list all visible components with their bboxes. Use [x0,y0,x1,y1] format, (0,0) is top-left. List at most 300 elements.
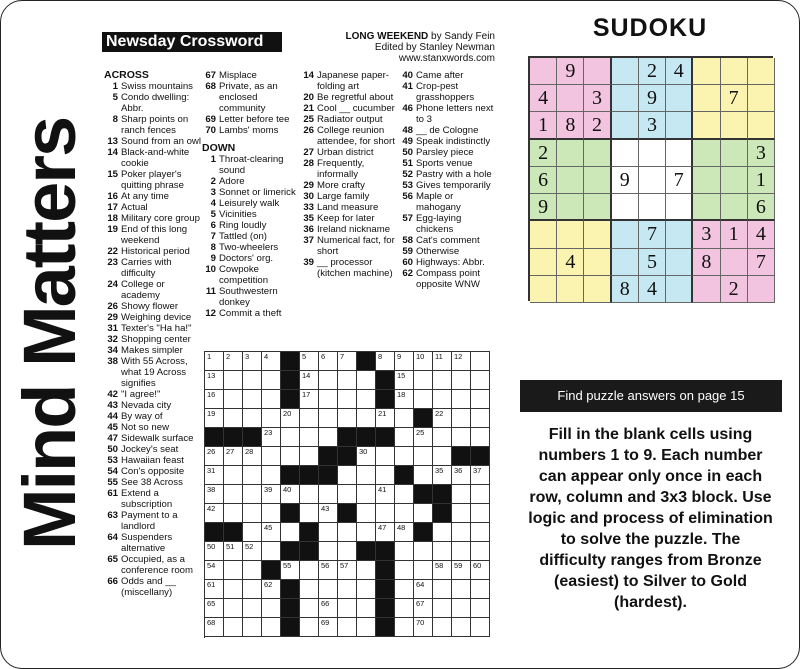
grid-cell: 42 [205,504,224,523]
grid-cell [281,428,300,447]
grid-cell [452,428,471,447]
grid-cell [224,485,243,504]
clue-text: More crafty [317,180,365,191]
clue-number: 56 [402,191,413,202]
clue-item [202,187,300,198]
clue-item [399,125,495,136]
sudoku-cell [557,194,584,221]
sudoku-cell [693,140,720,167]
sudoku-cell [584,249,611,276]
sudoku-cell: 7 [639,221,666,248]
clue-text: Urban district [317,147,374,158]
grid-black-square [262,561,281,580]
clue-number: 7 [210,231,216,242]
grid-cell: 4 [262,352,281,371]
clue-number: 44 [107,411,118,422]
grid-cell [357,523,376,542]
clue-number: 15 [107,169,118,180]
clue-number: 10 [205,264,216,275]
grid-cell [338,466,357,485]
grid-black-square [433,485,452,504]
clue-item [104,279,202,301]
clue-text: Shopping center [121,334,191,345]
grid-cell [433,523,452,542]
clue-text: Payment to a landlord [121,510,178,532]
clue-text: Crop-pest grasshoppers [416,81,475,103]
grid-cell [471,390,490,409]
grid-cell [319,523,338,542]
clue-item [202,125,300,136]
grid-cell: 54 [205,561,224,580]
grid-cell: 6 [319,352,338,371]
grid-cell: 31 [205,466,224,485]
clue-item [104,422,202,433]
sudoku-cell [530,249,557,276]
grid-cell: 22 [433,409,452,428]
clue-number: 20 [303,92,314,103]
clue-number: 39 [303,257,314,268]
byline-website: www.stanxwords.com [398,53,495,64]
sudoku-cell: 1 [530,112,557,139]
grid-black-square [376,542,395,561]
clue-item [300,92,398,103]
grid-cell: 70 [414,618,433,637]
clue-number: 54 [107,466,118,477]
sudoku-instructions: Fill in the blank cells using numbers 1 to 9. Each number can appear only once in each row, column and 3x3 block. Use logic and process of elimination to solve the puzzle. The difficulty ranges from Bronze (easiest) to Silver to Gold (hardest). [528,426,773,611]
clue-text: Hawaiian feast [121,455,184,466]
clue-item [202,209,300,220]
sudoku-cell: 6 [530,167,557,194]
grid-cell [262,447,281,466]
clue-text: Throat-clearing sound [219,154,284,176]
grid-cell [224,390,243,409]
clue-text: Be regretful about [317,92,394,103]
sudoku-cell [721,194,748,221]
clue-text: Sonnet or limerick [219,187,296,198]
clue-number: 24 [107,279,118,290]
sudoku-title: SUDOKU [592,14,708,42]
grid-cell [338,618,357,637]
grid-cell: 23 [262,428,281,447]
sudoku-grid [528,56,773,301]
clue-item [104,301,202,312]
clue-number: 14 [107,147,118,158]
clue-item [104,455,202,466]
grid-cell [357,561,376,580]
sudoku-cell: 9 [530,194,557,221]
grid-black-square [281,542,300,561]
clue-item [104,345,202,356]
grid-cell [338,390,357,409]
sudoku-cell: 2 [639,58,666,85]
grid-cell [243,390,262,409]
grid-cell [395,599,414,618]
clue-number: 41 [402,81,413,92]
grid-cell [414,561,433,580]
grid-cell [357,599,376,618]
clue-text: Sharp points on ranch fences [121,114,189,136]
clue-number: 53 [107,455,118,466]
clue-number: 38 [107,356,118,367]
clue-number: 21 [303,103,314,114]
sudoku-cell [693,85,720,112]
sudoku-cell [612,249,639,276]
clue-text: Carries with difficulty [121,257,172,279]
clue-number: 25 [303,114,314,125]
clue-item [104,323,202,334]
grid-cell [471,428,490,447]
grid-cell: 47 [376,523,395,542]
sudoku-cell: 3 [584,85,611,112]
clue-text: With 55 Across, what 19 Across signifies [121,356,188,389]
clue-item [104,92,202,114]
clue-column-3 [300,70,398,279]
sudoku-cell: 8 [612,276,639,303]
grid-black-square [281,504,300,523]
clue-item [399,158,495,169]
grid-cell: 58 [433,561,452,580]
clue-text: Lambs' moms [219,125,279,136]
grid-cell [300,599,319,618]
sudoku-cell: 2 [721,276,748,303]
clue-item [399,246,495,257]
grid-cell [281,523,300,542]
clue-number: 70 [205,125,216,136]
clue-text: Speak indistinctly [416,136,491,147]
clue-item [104,81,202,92]
clue-number: 64 [107,532,118,543]
grid-cell [243,504,262,523]
grid-cell [262,599,281,618]
sudoku-cell: 3 [639,112,666,139]
clue-number: 51 [402,158,413,169]
clue-item [104,477,202,488]
clue-item [202,176,300,187]
grid-cell: 11 [433,352,452,371]
clue-number: 1 [210,154,216,165]
clue-item [300,224,398,235]
mind-matters-side-title: Mind Matters [8,117,91,551]
byline-theme: LONG WEEKEND [345,31,429,42]
sudoku-cell [639,167,666,194]
clue-item [104,114,202,136]
sudoku-cell [693,112,720,139]
clue-text: Numerical fact, for short [317,235,395,257]
grid-black-square [376,599,395,618]
grid-cell [414,542,433,561]
clue-text: Suspenders alternative [121,532,173,554]
grid-cell [471,580,490,599]
clue-number: 63 [107,510,118,521]
clue-text: Nevada city [121,400,172,411]
clue-text: Maple or mahogany [416,191,461,213]
grid-cell [433,428,452,447]
sudoku-cell [639,140,666,167]
clue-column-1 [104,70,202,598]
clue-number: 48 [402,125,413,136]
grid-cell: 45 [262,523,281,542]
sudoku-cell: 6 [748,194,775,221]
clue-text: __ de Cologne [416,125,479,136]
sudoku-cell [612,112,639,139]
clue-number: 36 [303,224,314,235]
clue-number: 8 [112,114,118,125]
grid-cell: 37 [471,466,490,485]
clue-item [202,286,300,308]
clue-item [300,257,398,279]
grid-black-square [205,523,224,542]
clue-column-4 [399,70,495,290]
grid-cell: 14 [300,371,319,390]
grid-black-square [376,390,395,409]
grid-cell [357,409,376,428]
grid-cell [224,580,243,599]
grid-cell [300,580,319,599]
clue-number: 29 [303,180,314,191]
clue-number: 40 [402,70,413,81]
clue-number: 26 [303,125,314,136]
clue-item [104,488,202,510]
grid-cell [262,371,281,390]
grid-cell [471,599,490,618]
clue-number: 17 [107,202,118,213]
clue-text: Radiator output [317,114,383,125]
grid-cell [433,371,452,390]
grid-cell [452,580,471,599]
grid-black-square [433,504,452,523]
grid-cell [243,580,262,599]
grid-cell: 3 [243,352,262,371]
sudoku-cell [557,85,584,112]
clue-text: Jockey's seat [121,444,179,455]
grid-cell: 15 [395,371,414,390]
grid-cell [471,352,490,371]
clue-number: 43 [107,400,118,411]
grid-cell [243,466,262,485]
clue-item [300,70,398,92]
sudoku-cell: 5 [639,249,666,276]
grid-cell [300,447,319,466]
clue-number: 60 [402,257,413,268]
sudoku-cell [584,194,611,221]
clue-text: Swiss mountains [121,81,193,92]
clue-number: 18 [107,213,118,224]
sudoku-cell [721,249,748,276]
clue-text: Doctors' org. [219,253,274,264]
clue-text: Condo dwelling: Abbr. [121,92,190,114]
grid-cell [224,466,243,485]
clue-text: College or academy [121,279,165,301]
clue-number: 19 [107,224,118,235]
clue-item [399,268,495,290]
grid-cell [395,542,414,561]
clue-text: Sidewalk surface [121,433,194,444]
grid-cell [224,504,243,523]
clue-item [399,81,495,103]
clue-number: 8 [210,242,216,253]
clue-number: 47 [107,433,118,444]
clue-number: 50 [402,147,413,158]
grid-cell: 64 [414,580,433,599]
clue-number: 37 [303,235,314,246]
clue-item [104,510,202,532]
grid-black-square [376,618,395,637]
clue-number: 57 [402,213,413,224]
grid-cell [281,447,300,466]
grid-cell: 69 [319,618,338,637]
clue-text: Cool __ cucumber [317,103,395,114]
grid-cell [319,371,338,390]
grid-cell: 59 [452,561,471,580]
grid-cell [471,618,490,637]
clue-item [104,136,202,147]
answers-note: Find puzzle answers on page 15 [520,380,782,412]
clue-text: Egg-laying chickens [416,213,462,235]
grid-cell: 1 [205,352,224,371]
grid-cell [395,485,414,504]
grid-cell: 52 [243,542,262,561]
sudoku-cell: 9 [557,58,584,85]
sudoku-cell [748,58,775,85]
grid-cell [357,618,376,637]
grid-cell: 2 [224,352,243,371]
grid-black-square [376,428,395,447]
sudoku-cell: 9 [639,85,666,112]
clue-text: Two-wheelers [219,242,279,253]
grid-cell [452,485,471,504]
sudoku-cell: 9 [612,167,639,194]
clue-number: 28 [303,158,314,169]
grid-cell: 35 [433,466,452,485]
clue-number: 32 [107,334,118,345]
clue-item [202,114,300,125]
grid-cell [452,599,471,618]
grid-black-square [300,542,319,561]
grid-black-square [357,542,376,561]
clue-item [202,70,300,81]
clue-item [104,312,202,323]
sudoku-cell [612,140,639,167]
sudoku-cell [721,112,748,139]
clue-number: 12 [205,308,216,319]
grid-cell [300,485,319,504]
grid-cell: 5 [300,352,319,371]
sudoku-cell: 1 [721,221,748,248]
grid-cell [224,409,243,428]
clue-number: 4 [210,198,216,209]
grid-cell: 20 [281,409,300,428]
grid-cell: 30 [357,447,376,466]
grid-cell: 16 [205,390,224,409]
clue-item [202,242,300,253]
clue-item [300,125,398,147]
sudoku-cell [584,276,611,303]
grid-cell [338,485,357,504]
grid-cell [376,447,395,466]
grid-cell [433,580,452,599]
clue-text: Letter before tee [219,114,290,125]
clue-text: Misplace [219,70,257,81]
grid-cell [224,561,243,580]
grid-cell [471,523,490,542]
clue-text: Tattled (on) [219,231,267,242]
clue-item [104,433,202,444]
clue-text: Parsley piece [416,147,474,158]
clue-text: Extend a subscription [121,488,173,510]
grid-black-square [376,561,395,580]
grid-cell [300,504,319,523]
grid-cell [433,447,452,466]
grid-cell: 26 [205,447,224,466]
clue-item [399,213,495,235]
sudoku-cell [693,276,720,303]
grid-cell [376,504,395,523]
grid-black-square [281,599,300,618]
grid-cell [357,371,376,390]
clue-item [104,389,202,400]
grid-black-square [357,428,376,447]
grid-cell: 68 [205,618,224,637]
grid-cell [243,523,262,542]
grid-black-square [414,485,433,504]
sudoku-cell [666,85,693,112]
clue-item [300,180,398,191]
grid-black-square [338,447,357,466]
clue-item [104,356,202,389]
clue-number: 11 [205,286,216,297]
grid-cell: 40 [281,485,300,504]
grid-cell [471,542,490,561]
grid-cell [414,504,433,523]
sudoku-cell [584,221,611,248]
sudoku-cell: 7 [666,167,693,194]
clue-text: Con's opposite [121,466,185,477]
grid-cell [395,447,414,466]
grid-cell [224,599,243,618]
clue-item [300,191,398,202]
clue-item [104,554,202,576]
clue-number: 29 [107,312,118,323]
sudoku-cell: 7 [748,249,775,276]
grid-black-square [357,352,376,371]
grid-cell [414,466,433,485]
grid-black-square [281,371,300,390]
sudoku-cell [557,167,584,194]
clue-number: 33 [303,202,314,213]
clue-number: 65 [107,554,118,565]
clue-text: College reunion attendee, for short [317,125,395,147]
grid-cell: 50 [205,542,224,561]
grid-cell [262,504,281,523]
clue-number: 26 [107,301,118,312]
grid-cell [395,561,414,580]
clue-number: 69 [205,114,216,125]
sudoku-cell [612,221,639,248]
clue-text: Cowpoke competition [219,264,269,286]
clue-text: Showy flower [121,301,179,312]
sudoku-cell [693,194,720,221]
grid-cell [471,409,490,428]
clue-number: 59 [402,246,413,257]
sudoku-cell [693,58,720,85]
grid-cell [414,371,433,390]
grid-cell [338,409,357,428]
grid-cell [471,485,490,504]
clue-number: 45 [107,422,118,433]
grid-black-square [338,504,357,523]
grid-cell [395,504,414,523]
sudoku-cell [584,167,611,194]
